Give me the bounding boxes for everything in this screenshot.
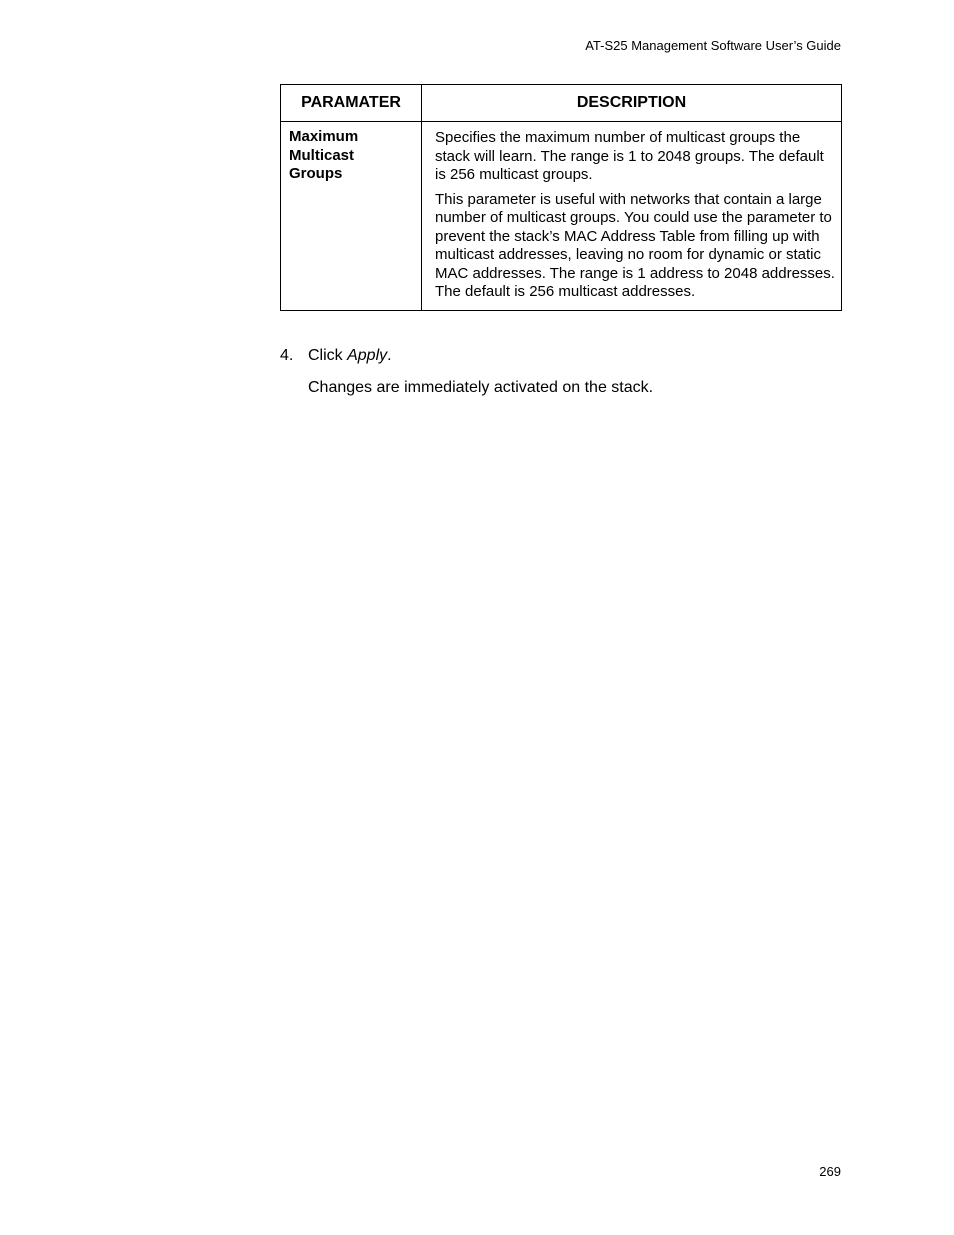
apply-action-text: Apply (347, 347, 388, 364)
step-number: 4. (280, 347, 294, 364)
step-result-text: Changes are immediately activated on the stack. (308, 379, 654, 396)
description-paragraph: Specifies the maximum number of multicast groups the stack will learn. The range is 1 to 2048 groups. The default is 256 multicast groups. (435, 129, 824, 183)
parameter-description-cell (422, 122, 842, 311)
parameter-name-line: Maximum (289, 128, 359, 145)
parameter-table (280, 84, 842, 311)
running-header: AT-S25 Management Software User’s Guide (585, 38, 841, 53)
parameter-name-line: Groups (289, 165, 343, 182)
parameter-name-cell (281, 122, 422, 311)
description-paragraph: This parameter is useful with networks that contain a large number of multicast groups. You could use the parameter to prevent the stack’s MAC Address Table from filling up with multicast addresses, leaving no room for dynamic or static MAC addresses. The range is 1 address to 2048 addresses. The default is 256 multicast addresses. (435, 190, 835, 300)
column-header-parameter: PARAMATER (281, 85, 422, 122)
parameter-name-line: Multicast (289, 146, 355, 164)
table-header-row (281, 85, 842, 122)
column-header-description: DESCRIPTION (422, 85, 842, 122)
table-row (281, 122, 842, 311)
page-number: 269 (819, 1164, 841, 1179)
step-text-suffix: . (387, 347, 392, 364)
step-text-prefix: Click (308, 347, 348, 364)
step-4 (280, 346, 392, 366)
